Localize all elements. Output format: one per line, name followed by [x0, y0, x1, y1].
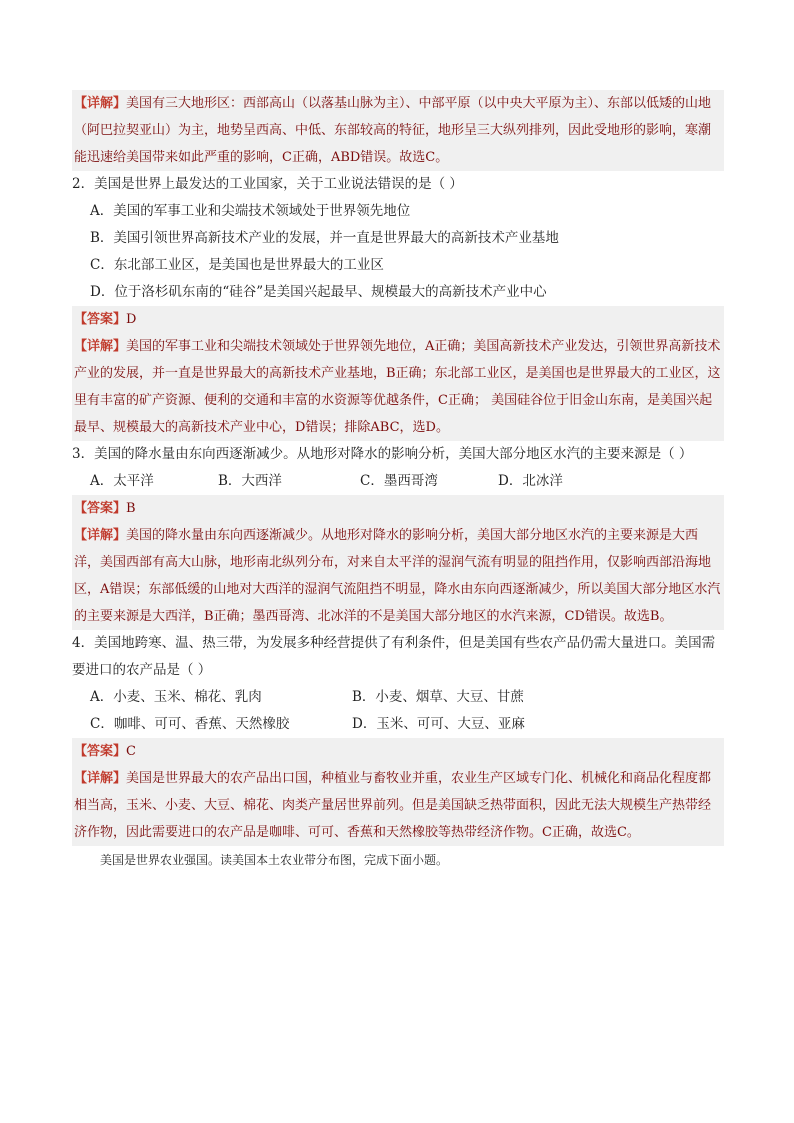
q3-detail-box — [72, 522, 724, 630]
detail-tag: 【详解】 — [74, 528, 127, 543]
question-3-option-c: C．墨西哥湾 — [360, 473, 438, 489]
question-2-option-b: B．美国引领世界高新技术产业的发展，并一直是世界最大的高新技术产业基地 — [90, 230, 559, 246]
answer-tag: 【答案】 — [74, 501, 127, 516]
q3-answer-box — [72, 495, 724, 522]
question-3-stem: 3．美国的降水量由东向西逐渐减少。从地形对降水的影响分析，美国大部分地区水汽的主要来源是（ ） — [72, 446, 693, 462]
question-3-option-d: D．北冰洋 — [498, 473, 563, 489]
question-2-stem: 2．美国是世界上最发达的工业国家，关于工业说法错误的是（ ） — [72, 176, 463, 192]
answer-value: C — [126, 744, 136, 759]
q1-detail-box — [72, 90, 724, 171]
detail-tag: 【详解】 — [74, 339, 127, 354]
question-4-stem: 4．美国地跨寒、温、热三带，为发展多种经营提供了有利条件，但是美国有些农产品仍需大量进口。美国需要进口的农产品是（ ） — [72, 635, 716, 678]
detail-text: 美国有三大地形区：西部高山（以落基山脉为主）、中部平原（以中央大平原为主）、东部以低矮的山地（阿巴拉契亚山）为主，地势呈西高、中低、东部较高的特征，地形呈三大纵列排列，因此受地形的影响，寒潮能迅速给美国带来如此严重的影响，C正确，ABD错误。故选C。 — [74, 96, 712, 165]
question-4-option-c: C．咖啡、可可、香蕉、天然橡胶 — [90, 716, 290, 732]
question-2-option-a: A．美国的军事工业和尖端技术领域处于世界领先地位 — [90, 203, 411, 219]
detail-text: 美国是世界最大的农产品出口国，种植业与畜牧业并重，农业生产区域专门化、机械化和商品化程度都相当高，玉米、小麦、大豆、棉花、肉类产量居世界前列。但是美国缺乏热带面积，因此无法大规模生产热带经济作物，因此需要进口的农产品是咖啡、可可、香蕉和天然橡胶等热带经济作物。C正确，故选C。 — [74, 771, 712, 840]
question-4-option-a: A．小麦、玉米、棉花、乳肉 — [90, 689, 262, 705]
answer-value: B — [126, 501, 136, 516]
question-2-option-d: D．位于洛杉矶东南的“硅谷”是美国兴起最早、规模最大的高新技术产业中心 — [90, 284, 547, 300]
next-section-intro: 美国是世界农业强国。读美国本土农业带分布图，完成下面小题。 — [100, 853, 449, 867]
question-4-option-b: B．小麦、烟草、大豆、甘蔗 — [352, 689, 524, 705]
question-4-options-row-2 — [72, 711, 724, 738]
q4-detail-box — [72, 765, 724, 846]
detail-tag: 【详解】 — [74, 96, 127, 111]
question-4-options-row-1 — [72, 684, 724, 711]
question-3-option-a: A．太平洋 — [90, 473, 154, 489]
question-3-option-b: B．大西洋 — [218, 473, 282, 489]
question-3-options — [72, 468, 724, 495]
document-page — [72, 90, 724, 872]
q4-answer-box — [72, 738, 724, 765]
q2-detail-box — [72, 333, 724, 441]
detail-text: 美国的降水量由东向西逐渐减少。从地形对降水的影响分析，美国大部分地区水汽的主要来源是大西洋，美国西部有高大山脉，地形南北纵列分布，对来自太平洋的湿润气流有明显的阻挡作用，仅影响西部沿海地区，A错误；东部低缓的山地对大西洋的湿润气流阻挡不明显，降水由东向西逐渐减少，所以美国大部分地区水汽的主要来源是大西洋，B正确；墨西哥湾、北冰洋的不是美国大部分地区的水汽来源，CD错误。故选B。 — [74, 528, 721, 624]
q2-answer-box — [72, 306, 724, 333]
question-2-option-c: C．东北部工业区，是美国也是世界最大的工业区 — [90, 257, 384, 273]
detail-text: 美国的军事工业和尖端技术领域处于世界领先地位，A正确；美国高新技术产业发达，引领世界高新技术产业的发展，并一直是世界最大的高新技术产业基地，B正确；东北部工业区，是美国也是世界最大的工业区，这里有丰富的矿产资源、便利的交通和丰富的水资源等优越条件，C正确； 美国硅谷位于旧金山东南，是美国兴起最早、规模最大的高新技术产业中心，D错误；排除ABC，选D。 — [74, 339, 721, 435]
question-4-option-d: D．玉米、可可、大豆、亚麻 — [352, 716, 525, 732]
answer-tag: 【答案】 — [74, 744, 127, 759]
detail-tag: 【详解】 — [74, 771, 127, 786]
answer-value: D — [126, 312, 137, 327]
answer-tag: 【答案】 — [74, 312, 127, 327]
